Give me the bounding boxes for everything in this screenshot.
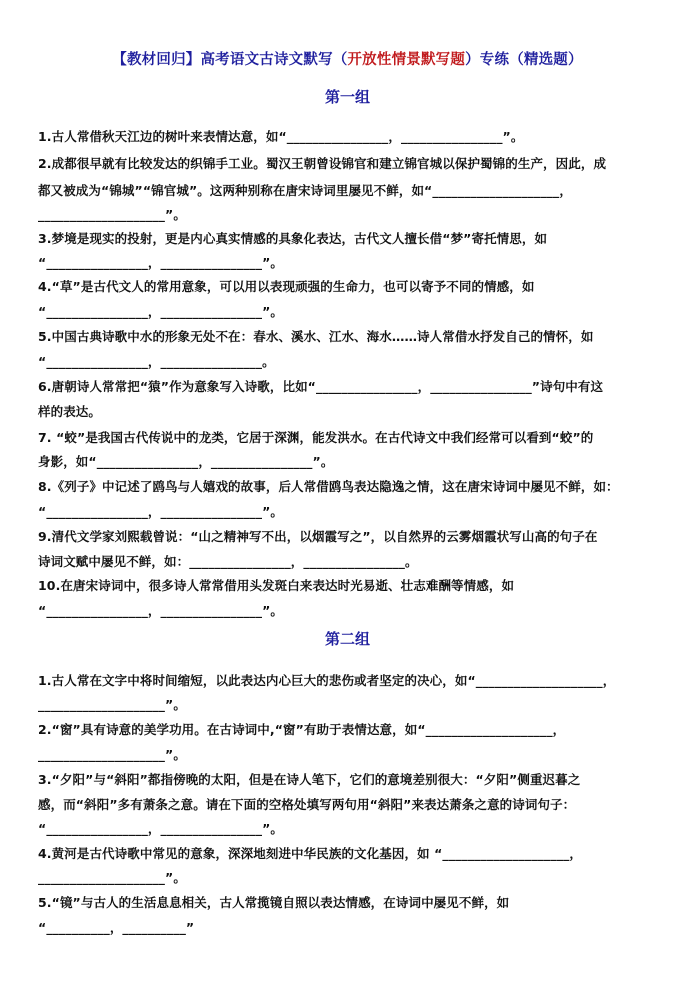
g1-q10-line-1: 10.在唐宋诗词中，很多诗人常常借用头发斑白来表达时光易逝、壮志难酬等情感，如 xyxy=(38,578,515,593)
g2-q5-line-1: 5.“镜”与古人的生活息息相关，古人常揽镜自照以表达情感，在诗词中屡见不鲜，如 xyxy=(38,895,510,910)
g1-q9-line-1: 9.清代文学家刘熙载曾说：“山之精神写不出，以烟霞写之”，以自然界的云雾烟霞状写山高的句子在 xyxy=(38,529,598,544)
document-title xyxy=(0,48,695,69)
g1-q6-line-1: 6.唐朝诗人常常把“猿”作为意象写入诗歌，比如“________________，________________”诗句中有这 xyxy=(38,379,604,394)
title-part-1: 【教材回归】高考语文古诗文默写（ xyxy=(112,52,348,68)
g1-q9-line-2: 诗词文赋中屡见不鲜，如：________________，________________。 xyxy=(38,554,418,569)
group-heading-1: 第一组 xyxy=(324,88,370,106)
g1-q2-line-1: 2.成都很早就有比较发达的织锦手工业。蜀汉王朝曾设锦官和建立锦官城以保护蜀锦的生产，因此，成 xyxy=(38,156,607,171)
g1-q10-line-2: “________________，________________”。 xyxy=(38,603,284,618)
g1-q5-line-2: “________________，________________。 xyxy=(38,354,275,369)
g1-q6-line-2: 样的表达。 xyxy=(38,404,102,419)
g2-q3-line-2: 感，而“斜阳”多有萧条之意。请在下面的空格处填写两句用“斜阳”来表达萧条之意的诗词句子： xyxy=(38,797,576,812)
title-part-2: ）专练（精选题） xyxy=(465,52,583,68)
g1-q5-line-1: 5.中国古典诗歌中水的形象无处不在：春水、溪水、江水、海水……诗人常借水抒发自己的情怀，如 xyxy=(38,329,594,344)
g2-q2-line-2: ____________________”。 xyxy=(38,747,186,762)
g2-q1-line-2: ____________________”。 xyxy=(38,697,186,712)
g1-q8-line-2: “________________，________________”。 xyxy=(38,504,284,519)
g1-q4-line-1: 4.“草”是古代文人的常用意象，可以用以表现顽强的生命力，也可以寄予不同的情感，如 xyxy=(38,279,535,294)
g1-q3-line-1: 3.梦境是现实的投射，更是内心真实情感的具象化表达，古代文人擅长借“梦”寄托情思，如 xyxy=(38,231,548,246)
g1-q8-line-1: 8.《列子》中记述了鸥鸟与人嬉戏的故事，后人常借鸥鸟表达隐逸之情，这在唐宋诗词中屡见不鲜，如： xyxy=(38,479,619,494)
g2-q2-line-1: 2.“窗”具有诗意的美学功用。在古诗词中,“窗”有助于表情达意，如“____________________， xyxy=(38,722,566,737)
g1-q1-line-1: 1.古人常借秋天江边的树叶来表情达意，如“________________，________________”。 xyxy=(38,129,524,144)
g2-q1-line-1: 1.古人常在文字中将时间缩短，以此表达内心巨大的悲伤或者坚定的决心，如“____________________， xyxy=(38,673,616,688)
g2-q4-line-1: 4.黄河是古代诗歌中常见的意象，深深地刻进中华民族的文化基因，如 “____________________， xyxy=(38,846,583,861)
g1-q4-line-2: “________________，________________”。 xyxy=(38,304,284,319)
g1-q7-line-2: 身影，如“________________，________________”。 xyxy=(38,454,334,469)
g2-q5-line-2: “__________，__________” xyxy=(38,920,195,935)
g2-q3-line-3: “________________，________________”。 xyxy=(38,821,284,836)
g1-q2-line-3: ____________________”。 xyxy=(38,207,186,222)
g1-q2-line-2: 都又被成为“锦城”“锦官城”。这两种别称在唐宋诗词里屡见不鲜，如“____________________， xyxy=(38,183,572,198)
title-highlight: 开放性情景默写题 xyxy=(347,52,466,68)
g2-q4-line-2: ____________________”。 xyxy=(38,870,186,885)
g1-q7-line-1: 7. “蛟”是我国古代传说中的龙类，它居于深渊，能发洪水。在古代诗文中我们经常可以看到“蛟”的 xyxy=(38,430,594,445)
group-heading-2: 第二组 xyxy=(324,630,370,648)
g2-q3-line-1: 3.“夕阳”与“斜阳”都指傍晚的太阳，但是在诗人笔下，它们的意境差别很大：“夕阳”侧重迟暮之 xyxy=(38,772,581,787)
g1-q3-line-2: “________________，________________”。 xyxy=(38,255,284,270)
